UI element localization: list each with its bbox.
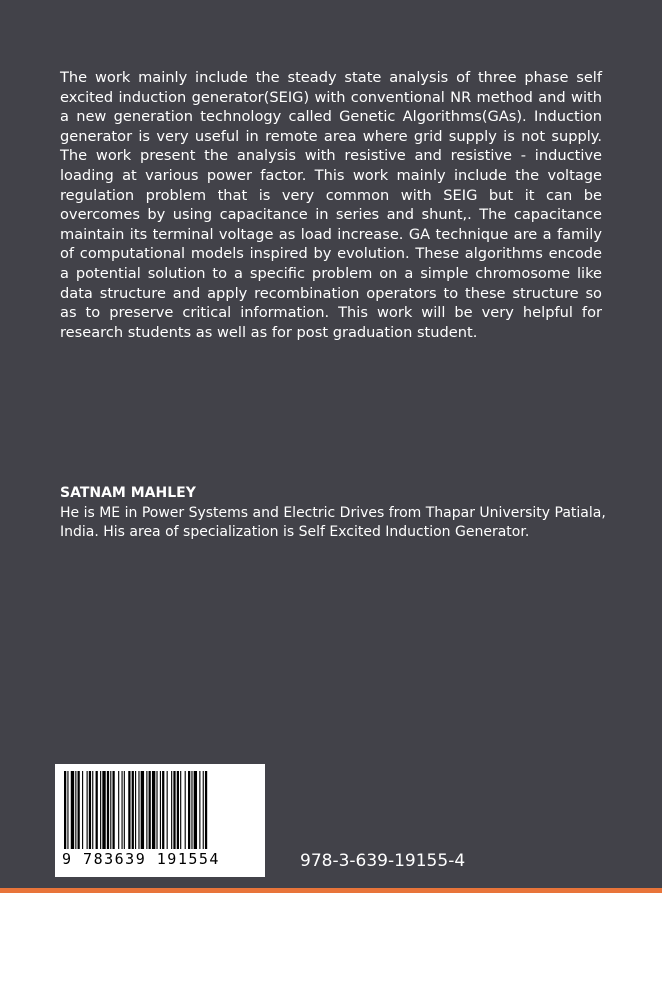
- barcode-bar: [149, 771, 151, 849]
- barcode-bar: [199, 771, 200, 849]
- barcode-bar: [138, 771, 139, 849]
- barcode-bar: [87, 771, 88, 849]
- barcode-bar: [102, 771, 105, 849]
- author-block: [60, 484, 620, 543]
- barcode-bar: [100, 771, 101, 849]
- barcode-bar: [118, 771, 119, 849]
- barcode-bar: [82, 771, 83, 849]
- barcode-bar: [124, 771, 125, 849]
- barcode-bar: [135, 771, 136, 849]
- barcode-bar: [156, 771, 157, 849]
- barcode-bar: [71, 771, 74, 849]
- barcode-bar: [78, 771, 80, 849]
- barcode-bar: [89, 771, 91, 849]
- barcode-bar: [141, 771, 144, 849]
- barcode-bar: [167, 771, 168, 849]
- barcode-bars: [62, 771, 258, 849]
- barcode-bar: [96, 771, 98, 849]
- accent-strip: [0, 888, 662, 893]
- barcode-digits: 9 783639 191554: [62, 850, 220, 868]
- barcode-bar: [188, 771, 190, 849]
- barcode-bar: [112, 771, 114, 849]
- barcode-bar: [110, 771, 111, 849]
- author-name: SATNAM MAHLEY: [60, 485, 196, 501]
- barcode-bar: [122, 771, 123, 849]
- book-abstract: The work mainly include the steady state analysis of three phase self excited induction generator(SEIG) with conventional NR method and with a new generation technology called Genetic Algorithms(GAs). Induction generator is very useful in remote area where grid supply is not supply. The work present the analysis with resistive and resistive - inductive loading at various power factor. This work mainly include the voltage regulation problem that is very common with SEIG but it can be overcomes by using capacitance in series and shunt,. The capacitance maintain its terminal voltage as load increase. GA technique are a family of computational models inspired by evolution. These algorithms encode a potential solution to a specific problem on a simple chromosome like data structure and apply recombination operators to these structure so as to preserve critical information. This work will be very helpful for research students as well as for post graduation student.: [60, 69, 602, 341]
- barcode-bar: [64, 771, 66, 849]
- barcode-bar: [160, 771, 161, 849]
- barcode-bar: [191, 771, 192, 849]
- barcode-bar: [173, 771, 175, 849]
- barcode-bar: [132, 771, 134, 849]
- barcode-bar: [107, 771, 109, 849]
- barcode-bar: [92, 771, 93, 849]
- barcode-bar: [194, 771, 197, 849]
- barcode-bar: [128, 771, 130, 849]
- barcode-bar: [67, 771, 68, 849]
- isbn-number: 978-3-639-19155-4: [300, 851, 466, 871]
- author-bio: He is ME in Power Systems and Electric Drives from Thapar University Patiala, India. His area of specialization is Self Excited Induction Generator.: [60, 504, 606, 540]
- barcode-bar: [185, 771, 186, 849]
- barcode: [55, 764, 265, 877]
- barcode-bar: [146, 771, 147, 849]
- barcode-bar: [162, 771, 164, 849]
- barcode-bar: [205, 771, 207, 849]
- barcode-bar: [177, 771, 179, 849]
- barcode-bar: [75, 771, 76, 849]
- barcode-bar: [171, 771, 172, 849]
- barcode-bar: [180, 771, 181, 849]
- barcode-bar: [152, 771, 155, 849]
- barcode-bar: [203, 771, 204, 849]
